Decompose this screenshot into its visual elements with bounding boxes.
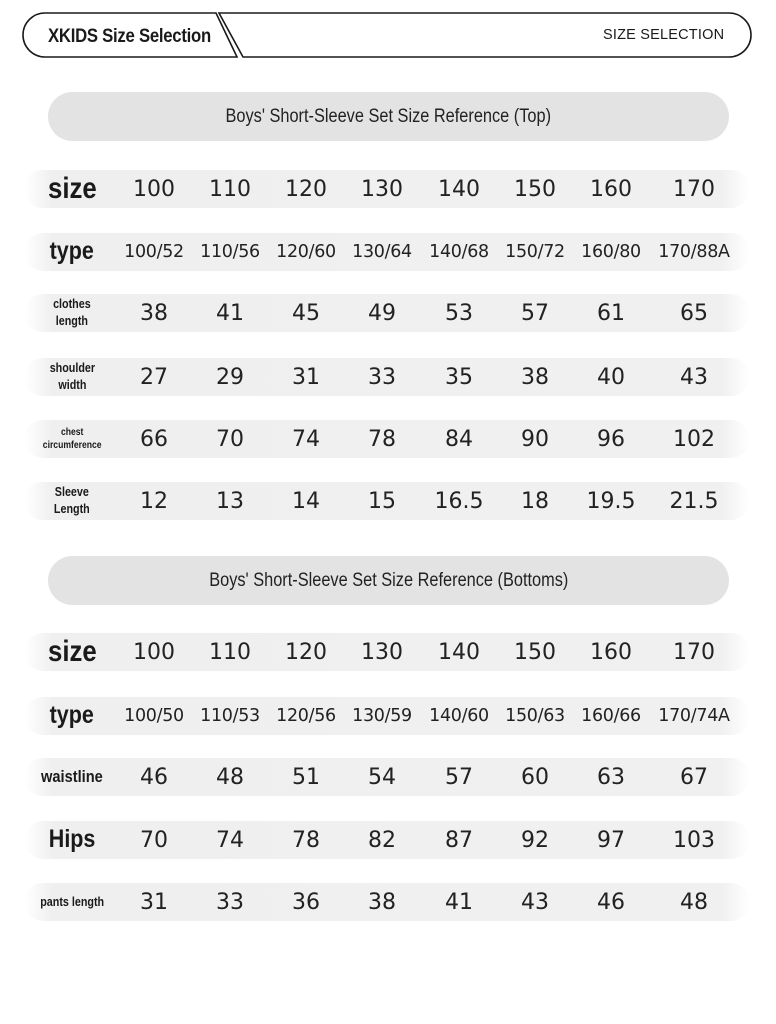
table-cell: 82 bbox=[368, 827, 396, 853]
table-row bbox=[24, 758, 750, 796]
table-cell: 49 bbox=[368, 300, 396, 326]
table-cell: 110 bbox=[209, 639, 251, 665]
table-cell: 19.5 bbox=[586, 488, 636, 514]
table-row bbox=[24, 420, 750, 458]
table-cell: 51 bbox=[292, 764, 320, 790]
table-cell: 150 bbox=[514, 176, 556, 202]
table-cell: 60 bbox=[521, 764, 549, 790]
row-label-text: type bbox=[49, 237, 95, 266]
table-cell: 78 bbox=[368, 426, 396, 452]
table-cell: 160/80 bbox=[581, 242, 641, 262]
table-cell: 36 bbox=[292, 889, 320, 915]
table-row bbox=[24, 821, 750, 859]
table-row bbox=[24, 170, 750, 208]
row-label bbox=[24, 821, 120, 859]
table-cell: 100 bbox=[133, 639, 175, 665]
table-cell: 74 bbox=[292, 426, 320, 452]
table-cell: 53 bbox=[445, 300, 473, 326]
row-label bbox=[24, 233, 120, 271]
table-cell: 45 bbox=[292, 300, 320, 326]
table-cell: 120/56 bbox=[276, 706, 336, 726]
table-cell: 43 bbox=[680, 364, 708, 390]
table-cell: 38 bbox=[140, 300, 168, 326]
table-cell: 57 bbox=[445, 764, 473, 790]
table-cell: 97 bbox=[597, 827, 625, 853]
brand-title: XKIDS Size Selection bbox=[48, 26, 211, 47]
table-cell: 150/63 bbox=[505, 706, 565, 726]
table-cell: 90 bbox=[521, 426, 549, 452]
row-label bbox=[24, 294, 120, 332]
row-label-text: type bbox=[49, 701, 95, 730]
table-cell: 120 bbox=[285, 639, 327, 665]
table-cell: 15 bbox=[368, 488, 396, 514]
table-cell: 74 bbox=[216, 827, 244, 853]
bottoms-section-title bbox=[48, 556, 729, 605]
table-cell: 35 bbox=[445, 364, 473, 390]
table-cell: 130/64 bbox=[352, 242, 412, 262]
table-cell: 110/56 bbox=[200, 242, 260, 262]
table-cell: 41 bbox=[445, 889, 473, 915]
row-label-text: size bbox=[47, 171, 97, 205]
table-cell: 96 bbox=[597, 426, 625, 452]
table-cell: 67 bbox=[680, 764, 708, 790]
row-label bbox=[24, 883, 120, 921]
size-selection-label: SIZE SELECTION bbox=[603, 27, 725, 43]
table-cell: 87 bbox=[445, 827, 473, 853]
table-cell: 170 bbox=[673, 176, 715, 202]
table-row bbox=[24, 633, 750, 671]
table-cell: 102 bbox=[673, 426, 715, 452]
row-label bbox=[24, 697, 120, 735]
table-cell: 70 bbox=[140, 827, 168, 853]
table-cell: 160/66 bbox=[581, 706, 641, 726]
table-cell: 103 bbox=[673, 827, 715, 853]
row-label bbox=[24, 358, 120, 396]
header bbox=[0, 0, 776, 70]
table-cell: 27 bbox=[140, 364, 168, 390]
table-cell: 14 bbox=[292, 488, 320, 514]
table-cell: 38 bbox=[521, 364, 549, 390]
table-cell: 150/72 bbox=[505, 242, 565, 262]
row-label-text: shoulder width bbox=[49, 361, 95, 392]
row-label-text: size bbox=[47, 634, 97, 668]
table-cell: 120/60 bbox=[276, 242, 336, 262]
table-row bbox=[24, 482, 750, 520]
table-row bbox=[24, 358, 750, 396]
table-cell: 100/52 bbox=[124, 242, 184, 262]
table-cell: 13 bbox=[216, 488, 244, 514]
table-cell: 140/60 bbox=[429, 706, 489, 726]
row-label bbox=[24, 482, 120, 520]
table-cell: 21.5 bbox=[669, 488, 719, 514]
table-cell: 41 bbox=[216, 300, 244, 326]
table-cell: 48 bbox=[680, 889, 708, 915]
table-cell: 70 bbox=[216, 426, 244, 452]
table-cell: 31 bbox=[140, 889, 168, 915]
table-row bbox=[24, 883, 750, 921]
table-cell: 84 bbox=[445, 426, 473, 452]
table-cell: 110/53 bbox=[200, 706, 260, 726]
table-cell: 78 bbox=[292, 827, 320, 853]
table-cell: 33 bbox=[368, 364, 396, 390]
bottoms-title-text: Boys' Short-Sleeve Set Size Reference (Bottoms) bbox=[208, 569, 569, 591]
table-cell: 170/74A bbox=[658, 706, 730, 726]
tops-section-title bbox=[48, 92, 729, 141]
table-cell: 40 bbox=[597, 364, 625, 390]
table-cell: 38 bbox=[368, 889, 396, 915]
table-cell: 170 bbox=[673, 639, 715, 665]
table-cell: 57 bbox=[521, 300, 549, 326]
table-cell: 48 bbox=[216, 764, 244, 790]
table-cell: 33 bbox=[216, 889, 244, 915]
table-cell: 170/88A bbox=[658, 242, 730, 262]
table-cell: 43 bbox=[521, 889, 549, 915]
row-label-text: Sleeve Length bbox=[54, 485, 90, 516]
row-label-text: waistline bbox=[41, 766, 103, 786]
table-cell: 92 bbox=[521, 827, 549, 853]
table-cell: 130/59 bbox=[352, 706, 412, 726]
row-label-text: clothes length bbox=[53, 297, 91, 328]
table-cell: 63 bbox=[597, 764, 625, 790]
row-label-text: Hips bbox=[48, 825, 96, 854]
table-cell: 46 bbox=[140, 764, 168, 790]
row-label-text: pants length bbox=[40, 894, 104, 909]
table-cell: 66 bbox=[140, 426, 168, 452]
table-row bbox=[24, 697, 750, 735]
table-cell: 140 bbox=[438, 176, 480, 202]
table-cell: 130 bbox=[361, 176, 403, 202]
table-cell: 130 bbox=[361, 639, 403, 665]
table-cell: 31 bbox=[292, 364, 320, 390]
row-label bbox=[24, 420, 120, 458]
tops-title-text: Boys' Short-Sleeve Set Size Reference (Top) bbox=[225, 105, 552, 127]
table-cell: 140/68 bbox=[429, 242, 489, 262]
table-cell: 65 bbox=[680, 300, 708, 326]
table-cell: 120 bbox=[285, 176, 327, 202]
table-row bbox=[24, 294, 750, 332]
row-label bbox=[24, 170, 120, 208]
table-cell: 18 bbox=[521, 488, 549, 514]
table-cell: 100/50 bbox=[124, 706, 184, 726]
row-label bbox=[24, 633, 120, 671]
table-cell: 110 bbox=[209, 176, 251, 202]
table-cell: 29 bbox=[216, 364, 244, 390]
row-label-text: chest circumference bbox=[42, 426, 102, 451]
table-cell: 16.5 bbox=[434, 488, 484, 514]
table-cell: 54 bbox=[368, 764, 396, 790]
table-cell: 160 bbox=[590, 176, 632, 202]
table-cell: 61 bbox=[597, 300, 625, 326]
table-cell: 160 bbox=[590, 639, 632, 665]
table-cell: 12 bbox=[140, 488, 168, 514]
table-cell: 140 bbox=[438, 639, 480, 665]
table-row bbox=[24, 233, 750, 271]
table-cell: 100 bbox=[133, 176, 175, 202]
table-cell: 150 bbox=[514, 639, 556, 665]
row-label bbox=[24, 758, 120, 796]
table-cell: 46 bbox=[597, 889, 625, 915]
